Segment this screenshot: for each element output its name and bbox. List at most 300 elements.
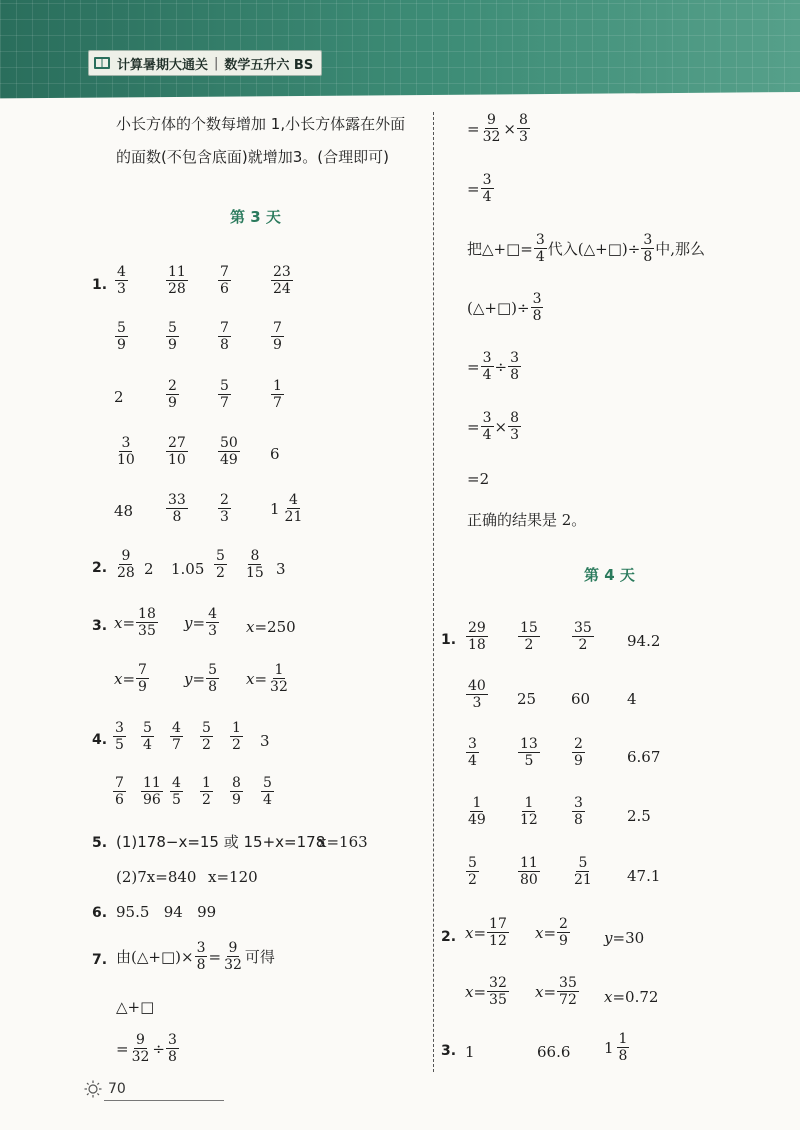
fraction-body bbox=[481, 172, 494, 205]
denominator: 72 bbox=[559, 992, 577, 1009]
s4-pre: (△+□)÷ bbox=[467, 298, 530, 317]
fraction-body bbox=[518, 795, 540, 828]
math-text: = bbox=[467, 179, 480, 198]
fraction-body bbox=[531, 291, 544, 324]
d4q1-cell bbox=[571, 795, 586, 828]
plain-value: 94.2 bbox=[627, 632, 661, 650]
denominator: 32 bbox=[224, 957, 242, 974]
fraction bbox=[533, 232, 548, 265]
fraction bbox=[571, 736, 586, 769]
numerator: 3 bbox=[167, 1032, 177, 1048]
fraction bbox=[465, 795, 489, 828]
denominator: 21 bbox=[574, 872, 592, 889]
denominator: 5 bbox=[115, 737, 124, 754]
denominator: 9 bbox=[273, 337, 282, 354]
equals: = bbox=[254, 669, 268, 688]
denominator: 8 bbox=[172, 509, 182, 526]
fraction-body bbox=[218, 320, 231, 353]
denominator: 7 bbox=[220, 395, 229, 412]
denominator: 8 bbox=[574, 812, 583, 829]
fraction-body bbox=[271, 320, 284, 353]
math-text: = bbox=[467, 119, 480, 138]
denominator: 4 bbox=[482, 427, 492, 444]
d3q1-cell bbox=[165, 492, 189, 525]
d4q1-cell bbox=[627, 690, 637, 708]
numerator: 5 bbox=[263, 775, 272, 791]
d4q3-v3 bbox=[604, 1031, 630, 1064]
fraction-body bbox=[166, 435, 188, 468]
numerator: 35 bbox=[559, 975, 577, 991]
fraction-body bbox=[572, 736, 585, 769]
numerator: 1 bbox=[524, 795, 534, 811]
fraction bbox=[571, 855, 595, 888]
numerator: 3 bbox=[482, 410, 492, 426]
d3q1-cell bbox=[270, 492, 305, 525]
fraction-body bbox=[641, 232, 654, 265]
denominator: 3 bbox=[518, 129, 528, 146]
denominator: 2 bbox=[202, 792, 211, 809]
numerator: 5 bbox=[578, 855, 588, 871]
fraction bbox=[135, 662, 150, 695]
denominator: 9 bbox=[117, 337, 126, 354]
day3-q5-ans1: x=163 bbox=[318, 833, 368, 851]
equals: = bbox=[192, 669, 206, 688]
fraction-body bbox=[487, 916, 509, 949]
book-icon bbox=[93, 56, 111, 70]
numerator: 11 bbox=[520, 855, 538, 871]
d3q7-line2 bbox=[116, 998, 154, 1016]
fraction bbox=[217, 264, 232, 297]
numerator: 5 bbox=[143, 720, 152, 736]
fraction bbox=[221, 940, 245, 973]
d3q1-cell bbox=[165, 264, 189, 297]
day4-title: 第 4 天 bbox=[584, 566, 635, 584]
numerator: 17 bbox=[489, 916, 507, 932]
d4q1-cell bbox=[571, 855, 595, 888]
d3q4-r2 bbox=[140, 775, 164, 808]
fraction bbox=[270, 264, 294, 297]
fraction bbox=[517, 620, 541, 653]
fraction bbox=[260, 775, 275, 808]
fraction bbox=[112, 775, 127, 808]
fraction-body bbox=[508, 350, 521, 383]
d4q1-cell bbox=[465, 736, 480, 769]
numerator: 15 bbox=[520, 620, 538, 636]
fraction-body bbox=[466, 855, 479, 888]
denominator: 4 bbox=[535, 249, 545, 266]
fraction bbox=[465, 620, 489, 653]
denominator: 49 bbox=[468, 812, 486, 829]
d4q1-cell bbox=[517, 690, 536, 708]
fraction-body bbox=[481, 112, 503, 145]
day4-q2-number: 2. bbox=[441, 929, 457, 945]
denominator: 15 bbox=[246, 565, 264, 582]
numerator: 50 bbox=[220, 435, 238, 451]
denominator: 7 bbox=[172, 737, 181, 754]
numerator: 4 bbox=[172, 720, 181, 736]
math-text: = bbox=[467, 357, 480, 376]
equals: = bbox=[612, 988, 626, 1006]
step-7-text: =2 bbox=[467, 470, 490, 488]
fraction bbox=[140, 720, 155, 753]
d3q1-cell bbox=[217, 435, 241, 468]
plain-value: 48 bbox=[114, 502, 134, 520]
fraction-body bbox=[572, 620, 594, 653]
step-8 bbox=[467, 509, 586, 530]
d3q4-r1 bbox=[199, 720, 214, 753]
fraction bbox=[556, 975, 580, 1008]
fraction-body bbox=[261, 775, 274, 808]
denominator: 10 bbox=[168, 452, 186, 469]
denominator: 5 bbox=[524, 753, 534, 770]
page-number: 70 bbox=[108, 1081, 126, 1097]
denominator: 32 bbox=[131, 1049, 150, 1066]
day3-q1-number: 1. bbox=[92, 277, 108, 293]
numerator: 11 bbox=[143, 775, 161, 791]
numerator: 35 bbox=[574, 620, 592, 636]
equals: = bbox=[543, 923, 557, 942]
fraction bbox=[243, 548, 267, 581]
variable: x bbox=[465, 923, 474, 942]
fraction bbox=[507, 350, 522, 383]
denominator: 2 bbox=[216, 565, 225, 582]
fraction-body bbox=[218, 435, 240, 468]
fraction bbox=[270, 320, 285, 353]
d3q1-cell bbox=[114, 320, 129, 353]
step-5 bbox=[467, 350, 522, 383]
fraction-body bbox=[136, 662, 149, 695]
math-text: × bbox=[503, 119, 516, 138]
fraction-body bbox=[113, 775, 126, 808]
fraction-body bbox=[557, 975, 579, 1008]
fraction-body bbox=[466, 620, 488, 653]
denominator: 3 bbox=[117, 281, 126, 298]
d3q7-line1 bbox=[116, 940, 275, 973]
denominator: 8 bbox=[220, 337, 229, 354]
day3-q6-values: 95.5 94 99 bbox=[116, 903, 217, 921]
numerator: 4 bbox=[289, 492, 298, 508]
denominator: 2 bbox=[232, 737, 241, 754]
math-text: = bbox=[208, 947, 222, 966]
d3q4-r1 bbox=[112, 720, 127, 753]
fraction-body bbox=[466, 795, 488, 828]
numerator: 7 bbox=[138, 662, 147, 678]
fraction bbox=[465, 855, 480, 888]
d4q2-a1 bbox=[465, 916, 510, 949]
fraction bbox=[571, 795, 586, 828]
day4-q3-number: 3. bbox=[441, 1043, 457, 1059]
denominator: 2 bbox=[578, 637, 588, 654]
s3-mid: 代入(△+□)÷ bbox=[547, 240, 641, 259]
page-number-area bbox=[84, 1080, 126, 1098]
denominator: 28 bbox=[117, 565, 135, 582]
day3-q5-ans2: x=120 bbox=[208, 868, 258, 886]
numerator: 8 bbox=[510, 410, 519, 426]
math-text: 1.05 bbox=[171, 560, 205, 578]
equals: = bbox=[122, 613, 136, 632]
fraction-body bbox=[195, 940, 208, 973]
fraction bbox=[604, 1031, 630, 1064]
fraction-body bbox=[572, 855, 594, 888]
denominator: 4 bbox=[482, 189, 492, 206]
d4q1-cell bbox=[517, 736, 541, 769]
plain-value: 3 bbox=[260, 732, 270, 750]
fraction-body bbox=[230, 775, 243, 808]
d3q4-r1 bbox=[140, 720, 155, 753]
plain-value: 6.67 bbox=[627, 748, 661, 766]
numerator: 3 bbox=[468, 736, 477, 752]
d4q1-cell bbox=[517, 795, 541, 828]
d3q3-a1 bbox=[114, 606, 159, 639]
denominator: 3 bbox=[208, 623, 217, 640]
fraction bbox=[199, 720, 214, 753]
day3-title: 第 3 天 bbox=[230, 208, 281, 226]
value: 250 bbox=[267, 618, 296, 636]
fraction bbox=[165, 378, 180, 411]
d4q1-cell bbox=[627, 748, 660, 766]
intro-line-2: 的面数(不包含底面)就增加3。(合理即可) bbox=[116, 148, 389, 166]
numerator: 3 bbox=[482, 172, 492, 188]
numerator: 2 bbox=[574, 736, 583, 752]
plain-value: 60 bbox=[571, 690, 591, 708]
fraction-body bbox=[283, 492, 305, 525]
denominator: 8 bbox=[196, 957, 206, 974]
numerator: 1 bbox=[274, 662, 284, 678]
d4q2-a3 bbox=[604, 929, 644, 947]
numerator: 5 bbox=[216, 548, 225, 564]
fraction-body bbox=[115, 435, 137, 468]
fraction-body bbox=[617, 1031, 630, 1064]
denominator: 3 bbox=[510, 427, 519, 444]
equals: = bbox=[473, 982, 487, 1001]
book-title-tab bbox=[88, 50, 322, 76]
numerator: 33 bbox=[168, 492, 186, 508]
d3q3-a2 bbox=[184, 606, 220, 639]
fraction bbox=[640, 232, 655, 265]
numerator: 5 bbox=[117, 320, 126, 336]
fraction bbox=[486, 916, 510, 949]
fraction-body bbox=[218, 378, 231, 411]
numerator: 2 bbox=[559, 916, 568, 932]
day3-q6-number: 6. bbox=[92, 905, 108, 921]
fraction bbox=[270, 492, 305, 525]
fraction-body bbox=[481, 410, 494, 443]
fraction bbox=[165, 492, 189, 525]
fraction bbox=[465, 736, 480, 769]
fraction bbox=[194, 940, 209, 973]
fraction-body bbox=[166, 320, 179, 353]
denominator: 80 bbox=[520, 872, 538, 889]
q7-pre: 由(△+□)× bbox=[116, 948, 194, 967]
d3q1-cell bbox=[165, 435, 189, 468]
denominator: 49 bbox=[220, 452, 238, 469]
fraction bbox=[165, 435, 189, 468]
numerator: 4 bbox=[208, 606, 217, 622]
equals: = bbox=[192, 613, 206, 632]
numerator: 1 bbox=[472, 795, 482, 811]
day3-q4-number: 4. bbox=[92, 732, 108, 748]
numerator: 7 bbox=[115, 775, 124, 791]
d4q1-cell bbox=[571, 690, 590, 708]
fraction-body bbox=[170, 775, 183, 808]
fraction-body bbox=[136, 606, 158, 639]
plain-value: 47.1 bbox=[627, 867, 661, 885]
plain-value: 6 bbox=[270, 445, 280, 463]
math-text: 1 bbox=[465, 1043, 475, 1061]
d3q1-cell bbox=[165, 320, 180, 353]
denominator: 4 bbox=[482, 367, 492, 384]
variable: x bbox=[114, 613, 123, 632]
fraction-body bbox=[271, 378, 284, 411]
fraction bbox=[270, 378, 285, 411]
step-2 bbox=[467, 172, 495, 205]
denominator: 2 bbox=[524, 637, 534, 654]
day3-q2-number: 2. bbox=[92, 560, 108, 576]
plain-value: 2 bbox=[114, 388, 124, 406]
denominator: 21 bbox=[284, 509, 303, 526]
d3q1-cell bbox=[114, 264, 129, 297]
fraction bbox=[480, 350, 495, 383]
fraction bbox=[169, 775, 184, 808]
sun-icon bbox=[84, 1080, 102, 1098]
numerator: 1 bbox=[273, 378, 282, 394]
math-text: ÷ bbox=[494, 357, 508, 376]
denominator: 35 bbox=[489, 992, 507, 1009]
day3-q5-line2: (2)7x=840 bbox=[116, 868, 197, 886]
numerator: 5 bbox=[202, 720, 211, 736]
fraction-body bbox=[518, 736, 540, 769]
d3q1-cell bbox=[217, 492, 232, 525]
whole-part: 1 bbox=[604, 1038, 614, 1057]
d3q1-cell bbox=[114, 388, 124, 406]
denominator: 6 bbox=[115, 792, 124, 809]
numerator: 11 bbox=[168, 264, 186, 280]
fraction bbox=[517, 736, 541, 769]
fraction-body bbox=[268, 662, 290, 695]
denominator: 4 bbox=[143, 737, 152, 754]
fraction bbox=[114, 548, 138, 581]
d3q1-cell bbox=[270, 264, 294, 297]
fraction bbox=[571, 620, 595, 653]
fraction-body bbox=[481, 350, 494, 383]
fraction-body bbox=[166, 1032, 179, 1065]
d3q7-line3 bbox=[116, 1032, 180, 1065]
numerator: 9 bbox=[136, 1032, 145, 1048]
q7-post: 可得 bbox=[244, 948, 275, 967]
fraction bbox=[129, 1032, 153, 1065]
d4q3-v2 bbox=[537, 1043, 570, 1061]
book-title: 计算暑期大通关 bbox=[117, 57, 209, 73]
numerator: 3 bbox=[532, 291, 542, 307]
d3q1-cell bbox=[217, 378, 232, 411]
denominator: 96 bbox=[143, 792, 161, 809]
denominator: 28 bbox=[168, 281, 186, 298]
equals: = bbox=[612, 929, 626, 947]
numerator: 9 bbox=[487, 112, 496, 128]
numerator: 7 bbox=[220, 320, 229, 336]
fraction bbox=[556, 916, 571, 949]
math-text: ÷ bbox=[152, 1039, 165, 1058]
fraction bbox=[465, 678, 489, 711]
d4q1-cell bbox=[517, 855, 541, 888]
plain-value: 2.5 bbox=[627, 807, 651, 825]
variable: x bbox=[246, 618, 255, 636]
d3q1-cell bbox=[270, 378, 285, 411]
d4q1-cell bbox=[517, 620, 541, 653]
numerator: 3 bbox=[574, 795, 583, 811]
fraction-body bbox=[166, 492, 188, 525]
fraction-body bbox=[222, 940, 244, 973]
d3q4-r2 bbox=[199, 775, 214, 808]
fraction bbox=[213, 548, 228, 581]
fraction-body bbox=[141, 720, 154, 753]
denominator: 2 bbox=[202, 737, 211, 754]
denominator: 8 bbox=[167, 1049, 177, 1066]
fraction bbox=[217, 378, 232, 411]
math-text: 3 bbox=[276, 560, 286, 578]
math-text: 2 bbox=[144, 560, 154, 578]
step-7 bbox=[467, 470, 489, 488]
numerator: 9 bbox=[121, 548, 131, 564]
fraction bbox=[140, 775, 164, 808]
denominator: 10 bbox=[117, 452, 135, 469]
subject-label: 数学五升六 BS bbox=[224, 57, 314, 73]
denominator: 8 bbox=[532, 308, 542, 325]
fraction bbox=[165, 1032, 180, 1065]
d3q4-r2 bbox=[112, 775, 127, 808]
fraction-body bbox=[170, 720, 183, 753]
fraction-body bbox=[466, 678, 488, 711]
fraction bbox=[517, 795, 541, 828]
variable: x bbox=[114, 669, 123, 688]
d3q4-r2 bbox=[169, 775, 184, 808]
fraction bbox=[205, 662, 220, 695]
fraction-body bbox=[218, 264, 231, 297]
s3-pre: 把△+□= bbox=[467, 240, 533, 259]
denominator: 9 bbox=[138, 679, 147, 696]
fraction bbox=[217, 435, 241, 468]
fraction-body bbox=[115, 320, 128, 353]
fraction-body bbox=[206, 662, 219, 695]
numerator: 3 bbox=[510, 350, 519, 366]
value: 30 bbox=[625, 929, 645, 947]
d4q2-b1 bbox=[465, 975, 510, 1008]
fraction bbox=[112, 720, 127, 753]
step-8-text: 正确的结果是 2。 bbox=[467, 511, 587, 529]
fraction bbox=[205, 606, 220, 639]
numerator: 4 bbox=[172, 775, 181, 791]
d3q2-v3 bbox=[171, 560, 204, 578]
day4-q1-number: 1. bbox=[441, 632, 457, 648]
math-text: × bbox=[494, 417, 508, 436]
d4q2-b3 bbox=[604, 988, 658, 1006]
fraction-body bbox=[518, 855, 540, 888]
fraction bbox=[114, 435, 138, 468]
denominator: 9 bbox=[232, 792, 241, 809]
d3q1-cell bbox=[114, 435, 138, 468]
equals: = bbox=[543, 982, 557, 1001]
d3q1-cell bbox=[165, 378, 180, 411]
d4q1-cell bbox=[571, 736, 586, 769]
numerator: 32 bbox=[489, 975, 507, 991]
equals: = bbox=[473, 923, 487, 942]
fraction bbox=[114, 320, 129, 353]
fraction bbox=[480, 172, 495, 205]
numerator: 1 bbox=[202, 775, 211, 791]
day3-q5-line1 bbox=[116, 835, 325, 850]
denominator: 12 bbox=[520, 812, 538, 829]
d4q2-b2 bbox=[535, 975, 580, 1008]
